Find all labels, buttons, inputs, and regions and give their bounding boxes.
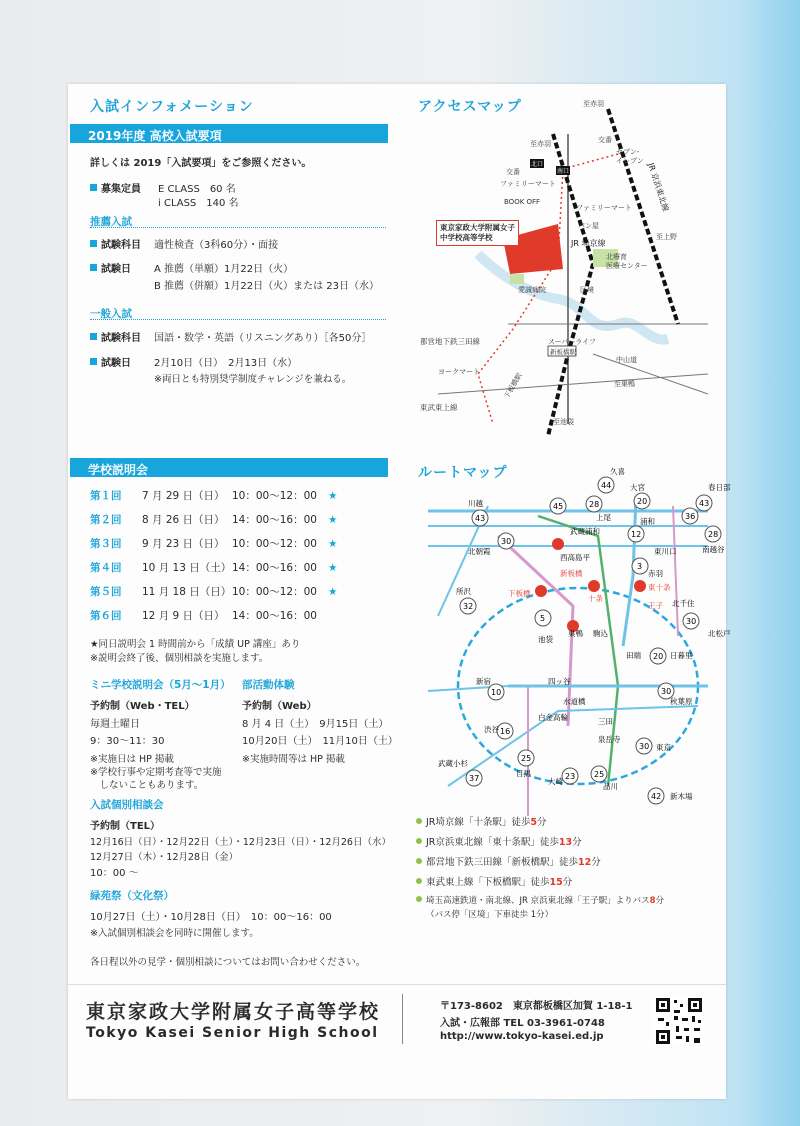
svg-text:下板橋駅: 下板橋駅 [502, 371, 524, 400]
svg-text:医療センター: 医療センター [606, 262, 648, 270]
sessions-list [90, 488, 337, 632]
route-title: ルートマップ [418, 465, 508, 481]
svg-text:北松戸: 北松戸 [708, 629, 731, 638]
svg-text:5: 5 [540, 614, 546, 623]
svg-text:ファミリーマート: ファミリーマート [500, 180, 556, 188]
suisen-title: 推薦入試 [90, 216, 132, 228]
mini-line1: 毎週土曜日 [90, 719, 140, 730]
svg-text:北千住: 北千住 [672, 599, 695, 608]
svg-text:区境: 区境 [580, 286, 594, 294]
route-item-sub: （バス停「区境」下車徒歩 1分） [426, 910, 554, 920]
bullet-icon [90, 264, 97, 271]
svg-text:下板橋: 下板橋 [508, 589, 531, 598]
svg-text:北療育: 北療育 [606, 253, 627, 261]
svg-text:セブン-: セブン- [616, 148, 640, 156]
svg-text:至赤羽: 至赤羽 [583, 100, 604, 108]
svg-text:新宿: 新宿 [476, 677, 491, 686]
route-item: 埼玉高速鉄道・南北線、JR 京浜東北線「王子駅」よりバス8分 [416, 894, 664, 908]
divider [90, 227, 386, 228]
svg-text:南越谷: 南越谷 [702, 545, 725, 554]
dot-icon [416, 858, 422, 864]
footer-divider [68, 984, 726, 985]
svg-text:28: 28 [589, 500, 600, 509]
club-title: 部活動体験 [242, 679, 295, 691]
sessions-note1: ★同日説明会 1 時間前から「成績 UP 講座」あり [90, 639, 301, 650]
svg-text:交番: 交番 [598, 136, 612, 144]
svg-text:上尾: 上尾 [596, 513, 611, 522]
svg-text:42: 42 [651, 792, 662, 801]
svg-text:三田: 三田 [598, 717, 613, 726]
school-label: 東京家政大学附属女子 中学校高等学校 [436, 220, 519, 246]
bullet-icon [90, 358, 97, 365]
svg-text:田端: 田端 [626, 651, 641, 660]
info-title: 入試インフォメーション [90, 99, 254, 115]
svg-text:秋葉原: 秋葉原 [670, 697, 693, 706]
consult-title: 入試個別相談会 [90, 799, 164, 811]
svg-text:武蔵小杉: 武蔵小杉 [438, 759, 468, 768]
svg-text:25: 25 [594, 770, 605, 779]
star-icon: ★ [328, 562, 338, 574]
bullet-icon [90, 184, 97, 191]
svg-text:四ッ谷: 四ッ谷 [548, 677, 571, 686]
brochure-page [68, 84, 731, 1099]
svg-text:37: 37 [469, 774, 480, 783]
session-row: 第１回 7 月 29 日（日） 10：00〜12：00 ★ [90, 490, 338, 502]
footer-url[interactable]: http://www.tokyo-kasei.ed.jp [440, 1031, 604, 1042]
svg-text:20: 20 [653, 652, 664, 661]
info-intro: 詳しくは 2019「入試要項」をご参照ください。 [90, 158, 312, 169]
capacity-line1: E CLASS 60 名 [158, 184, 236, 195]
footer-address: 〒173-8602 東京都板橋区加賀 1-18-1 [440, 1001, 633, 1012]
suisen-date2: B 推薦（併願）1月22日（火）または 23日（水） [154, 281, 380, 292]
route-item: JR埼京線「十条駅」徒歩5分 [416, 814, 664, 834]
svg-text:赤羽: 赤羽 [648, 569, 663, 578]
ippan-subject-label: 試験科目 [90, 329, 141, 344]
svg-text:武蔵浦和: 武蔵浦和 [570, 527, 600, 536]
svg-text:大宮: 大宮 [630, 483, 645, 492]
star-icon: ★ [328, 514, 338, 526]
club-line1: 8 月 4 日（土） 9月15日（土） [242, 719, 389, 730]
divider [90, 319, 386, 320]
consult-reserve: 予約制（TEL） [90, 821, 161, 832]
club-reserve: 予約制（Web） [242, 701, 317, 712]
suisen-subject-label: 試験科目 [90, 236, 141, 251]
svg-text:浦和: 浦和 [640, 517, 655, 526]
suisen-subject: 適性検査（3科60分）・面接 [154, 240, 279, 251]
session-row: 第２回 8 月 26 日（日） 14：00〜16：00 ★ [90, 514, 338, 526]
consult-line1: 12月16日（日）・12月22日（土）・12月23日（日）・12月26日（水） [90, 837, 391, 848]
svg-text:品川: 品川 [603, 782, 618, 791]
mini-note2: ※学校行事や定期考査等で実施 [90, 767, 222, 778]
suisen-date-label: 試験日 [90, 260, 131, 275]
suisen-date1: A 推薦（単願）1月22日（火） [154, 264, 294, 275]
svg-text:30: 30 [501, 537, 512, 546]
svg-text:30: 30 [686, 617, 697, 626]
bullet-icon [90, 333, 97, 340]
svg-text:北口: 北口 [531, 161, 544, 168]
svg-text:南口: 南口 [557, 168, 570, 175]
svg-text:交番: 交番 [506, 168, 520, 176]
svg-text:巣鴨: 巣鴨 [568, 629, 583, 638]
svg-text:28: 28 [708, 530, 719, 539]
svg-text:王子: 王子 [648, 601, 663, 610]
svg-text:東武東上線: 東武東上線 [420, 403, 458, 412]
svg-text:西高島平: 西高島平 [560, 553, 590, 562]
svg-text:愛誠病院: 愛誠病院 [518, 286, 546, 294]
dot-icon [416, 818, 422, 824]
svg-text:ファミリーマート: ファミリーマート [576, 204, 632, 212]
svg-text:10: 10 [491, 688, 502, 697]
fest-title: 緑苑祭（文化祭） [90, 890, 174, 902]
fest-line1: 10月27日（土）・10月28日（日） 10：00〜16：00 [90, 912, 332, 923]
svg-text:川越: 川越 [468, 499, 483, 508]
svg-text:新板橋: 新板橋 [560, 569, 583, 578]
session-row: 第３回 9 月 23 日（日） 10：00〜12：00 ★ [90, 538, 338, 550]
svg-text:新板橋駅: 新板橋駅 [550, 348, 576, 356]
ippan-note: ※両日とも特別奨学制度チャレンジを兼ねる。 [154, 374, 352, 385]
sessions-bar: 学校説明会 [70, 458, 388, 477]
svg-text:30: 30 [661, 687, 672, 696]
mini-line2: 9：30〜11：30 [90, 736, 165, 747]
mini-title: ミニ学校説明会（5月〜1月） [90, 679, 231, 691]
fest-note: ※入試個別相談会を同時に開催します。 [90, 928, 259, 939]
svg-text:至上野: 至上野 [656, 233, 677, 241]
svg-text:至巣鴨: 至巣鴨 [614, 380, 635, 388]
star-icon: ★ [328, 490, 338, 502]
mini-note3: しないこともあります。 [90, 780, 204, 791]
svg-text:20: 20 [637, 497, 648, 506]
footer-note: 各日程以外の見学・個別相談についてはお問い合わせください。 [90, 957, 366, 968]
svg-text:44: 44 [601, 481, 612, 490]
svg-text:3: 3 [637, 562, 643, 571]
session-row: 第６回 12 月 9 日（日） 14：00〜16：00 [90, 610, 317, 622]
club-note: ※実施時間等は HP 掲載 [242, 754, 345, 765]
svg-text:スーパーライフ: スーパーライフ [548, 338, 596, 346]
consult-line2: 12月27日（木）・12月28日（金） [90, 852, 239, 863]
svg-text:23: 23 [565, 772, 576, 781]
school-name-jp: 東京家政大学附属女子高等学校 [86, 1001, 381, 1023]
svg-text:日暮里: 日暮里 [670, 651, 693, 660]
svg-text:30: 30 [639, 742, 650, 751]
session-row: 第５回 11 月 18 日（日）10：00〜12：00 ★ [90, 586, 338, 598]
route-item: JR京浜東北線「東十条駅」徒歩13分 [416, 834, 664, 854]
svg-text:36: 36 [685, 512, 696, 521]
ippan-date-label: 試験日 [90, 354, 131, 369]
footer-vline [402, 994, 403, 1044]
svg-text:白金高輪: 白金高輪 [538, 713, 568, 722]
ippan-date: 2月10日（日） 2月13日（水） [154, 358, 298, 369]
footer-tel: 入試・広報部 TEL 03-3961-0748 [440, 1018, 605, 1029]
star-icon: ★ [328, 538, 338, 550]
sessions-note2: ※説明会終了後、個別相談を実施します。 [90, 653, 269, 664]
access-map [418, 94, 718, 436]
svg-text:32: 32 [463, 602, 474, 611]
svg-text:ヨークマート: ヨークマート [438, 368, 480, 376]
route-list [416, 814, 664, 920]
svg-text:新木場: 新木場 [670, 792, 693, 801]
mini-note1: ※実施日は HP 掲載 [90, 754, 174, 765]
svg-text:北朝霞: 北朝霞 [468, 547, 491, 556]
qr-code-icon [654, 996, 704, 1046]
svg-text:BOOK OFF: BOOK OFF [504, 198, 541, 206]
route-item: 都営地下鉄三田線「新板橋駅」徒歩12分 [416, 854, 664, 874]
svg-text:43: 43 [699, 499, 710, 508]
mini-reserve: 予約制（Web・TEL） [90, 701, 195, 712]
svg-text:目黒: 目黒 [516, 769, 531, 778]
svg-text:JR 埼京線: JR 埼京線 [571, 239, 606, 248]
svg-text:中山道: 中山道 [616, 356, 637, 364]
svg-text:十条: 十条 [588, 594, 603, 603]
svg-text:久喜: 久喜 [610, 467, 625, 476]
svg-text:水道橋: 水道橋 [563, 697, 586, 706]
svg-text:45: 45 [553, 502, 564, 511]
svg-text:所沢: 所沢 [456, 587, 471, 596]
svg-text:渋谷: 渋谷 [484, 725, 499, 734]
svg-text:JR 京浜東北線: JR 京浜東北線 [646, 161, 671, 213]
capacity-label: 募集定員 [90, 180, 141, 195]
dot-icon [416, 878, 422, 884]
capacity-line2: i CLASS 140 名 [158, 198, 239, 209]
svg-text:駒込: 駒込 [593, 629, 608, 638]
route-item: 東武東上線「下板橋駅」徒歩15分 [416, 874, 664, 894]
svg-text:大崎: 大崎 [548, 777, 563, 786]
consult-line3: 10：00 〜 [90, 868, 139, 879]
svg-text:東十条: 東十条 [648, 583, 671, 592]
svg-text:泉岳寺: 泉岳寺 [598, 735, 621, 744]
svg-text:都営地下鉄三田線: 都営地下鉄三田線 [420, 337, 480, 346]
dot-icon [416, 896, 422, 902]
session-row: 第４回 10 月 13 日（土）14：00〜16：00 ★ [90, 562, 338, 574]
svg-text:パン屋: パン屋 [578, 222, 599, 230]
svg-text:至池袋: 至池袋 [553, 418, 574, 426]
svg-text:16: 16 [500, 727, 511, 736]
ippan-title: 一般入試 [90, 308, 132, 320]
info-bar: 2019年度 高校入試要項 [70, 124, 388, 143]
svg-text:池袋: 池袋 [538, 635, 553, 644]
star-icon: ★ [328, 586, 338, 598]
ippan-subject: 国語・数学・英語（リスニングあり）［各50分］ [154, 333, 372, 344]
bullet-icon [90, 240, 97, 247]
dot-icon [416, 838, 422, 844]
club-line2: 10月20日（土） 11月10日（土） [242, 736, 398, 747]
access-title: アクセスマップ [418, 99, 522, 115]
svg-text:25: 25 [521, 754, 532, 763]
svg-text:至赤羽: 至赤羽 [530, 140, 551, 148]
school-name-en: Tokyo Kasei Senior High School [86, 1025, 379, 1041]
svg-text:東京: 東京 [656, 743, 671, 752]
svg-text:春日部: 春日部 [708, 483, 731, 492]
svg-text:43: 43 [475, 514, 486, 523]
svg-text:12: 12 [631, 530, 642, 539]
svg-text:東川口: 東川口 [654, 547, 677, 556]
svg-text:イレブン: イレブン [616, 157, 644, 165]
